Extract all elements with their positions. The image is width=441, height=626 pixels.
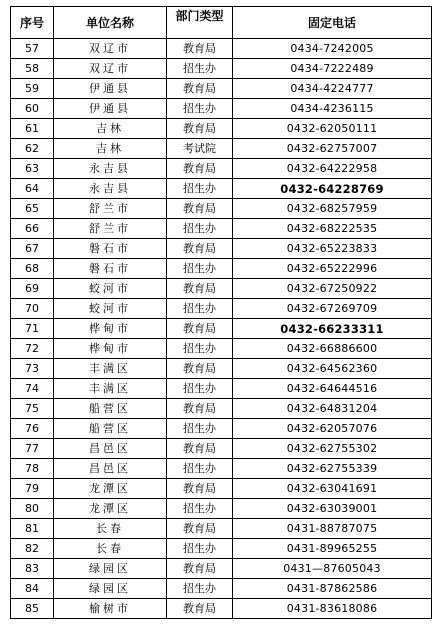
- cell-phone: 0431-83618086: [233, 599, 432, 619]
- cell-dept: 招生办: [167, 59, 233, 79]
- cell-no: 83: [11, 559, 54, 579]
- cell-unit: 昌邑区: [54, 439, 167, 459]
- cell-phone: 0432-68222535: [233, 219, 432, 239]
- cell-dept: 教育局: [167, 119, 233, 139]
- cell-unit: 绿园区: [54, 579, 167, 599]
- cell-unit: 舒兰市: [54, 219, 167, 239]
- table-row: [11, 599, 432, 619]
- table-row: [11, 559, 432, 579]
- header-dept: 部门类型: [167, 7, 233, 39]
- cell-phone: 0431-87862586: [233, 579, 432, 599]
- table-row: [11, 39, 432, 59]
- cell-no: 59: [11, 79, 54, 99]
- cell-no: 57: [11, 39, 54, 59]
- cell-no: 63: [11, 159, 54, 179]
- table-row: [11, 159, 432, 179]
- cell-no: 80: [11, 499, 54, 519]
- cell-phone: 0432-64222958: [233, 159, 432, 179]
- cell-dept: 招生办: [167, 179, 233, 199]
- cell-phone: 0432-62050111: [233, 119, 432, 139]
- cell-no: 76: [11, 419, 54, 439]
- cell-no: 73: [11, 359, 54, 379]
- cell-dept: 教育局: [167, 79, 233, 99]
- cell-dept: 招生办: [167, 539, 233, 559]
- cell-unit: 长春: [54, 519, 167, 539]
- header-no: 序号: [11, 7, 54, 39]
- cell-phone: 0432-62755302: [233, 439, 432, 459]
- cell-dept: 教育局: [167, 359, 233, 379]
- cell-dept: 招生办: [167, 419, 233, 439]
- cell-phone: 0432-66233311: [233, 319, 432, 339]
- table-row: [11, 139, 432, 159]
- table-row: [11, 299, 432, 319]
- cell-dept: 招生办: [167, 579, 233, 599]
- table-row: [11, 119, 432, 139]
- table-row: [11, 59, 432, 79]
- cell-no: 82: [11, 539, 54, 559]
- cell-no: 61: [11, 119, 54, 139]
- cell-dept: 招生办: [167, 379, 233, 399]
- cell-no: 84: [11, 579, 54, 599]
- cell-no: 67: [11, 239, 54, 259]
- cell-unit: 长春: [54, 539, 167, 559]
- header-unit: 单位名称: [54, 7, 167, 39]
- cell-dept: 招生办: [167, 99, 233, 119]
- cell-phone: 0432-64644516: [233, 379, 432, 399]
- cell-unit: 桦甸市: [54, 319, 167, 339]
- cell-phone: 0434-4236115: [233, 99, 432, 119]
- table-row: [11, 179, 432, 199]
- cell-no: 70: [11, 299, 54, 319]
- cell-phone: 0432-63039001: [233, 499, 432, 519]
- cell-no: 81: [11, 519, 54, 539]
- cell-phone: 0434-4224777: [233, 79, 432, 99]
- cell-dept: 教育局: [167, 559, 233, 579]
- cell-dept: 教育局: [167, 239, 233, 259]
- cell-dept: 教育局: [167, 519, 233, 539]
- cell-unit: 船营区: [54, 399, 167, 419]
- cell-dept: 考试院: [167, 139, 233, 159]
- cell-unit: 昌邑区: [54, 459, 167, 479]
- cell-unit: 双辽市: [54, 59, 167, 79]
- cell-unit: 磐石市: [54, 259, 167, 279]
- cell-no: 77: [11, 439, 54, 459]
- cell-phone: 0432-62755339: [233, 459, 432, 479]
- cell-dept: 招生办: [167, 499, 233, 519]
- cell-phone: 0432-64562360: [233, 359, 432, 379]
- cell-unit: 吉林: [54, 139, 167, 159]
- cell-dept: 教育局: [167, 199, 233, 219]
- cell-unit: 蛟河市: [54, 299, 167, 319]
- cell-dept: 教育局: [167, 159, 233, 179]
- cell-no: 78: [11, 459, 54, 479]
- contact-table-container: [10, 6, 431, 619]
- table-row: [11, 479, 432, 499]
- cell-no: 65: [11, 199, 54, 219]
- cell-unit: 伊通县: [54, 79, 167, 99]
- cell-phone: 0434-7242005: [233, 39, 432, 59]
- cell-unit: 桦甸市: [54, 339, 167, 359]
- header-row: [11, 7, 432, 39]
- cell-no: 68: [11, 259, 54, 279]
- cell-phone: 0432-68257959: [233, 199, 432, 219]
- table-row: [11, 239, 432, 259]
- cell-phone: 0432-64228769: [233, 179, 432, 199]
- table-row: [11, 419, 432, 439]
- cell-no: 79: [11, 479, 54, 499]
- contact-table: [10, 6, 432, 619]
- cell-unit: 磐石市: [54, 239, 167, 259]
- cell-phone: 0431—87605043: [233, 559, 432, 579]
- cell-no: 74: [11, 379, 54, 399]
- cell-dept: 招生办: [167, 339, 233, 359]
- cell-phone: 0434-7222489: [233, 59, 432, 79]
- cell-unit: 船营区: [54, 419, 167, 439]
- table-row: [11, 339, 432, 359]
- cell-unit: 丰满区: [54, 379, 167, 399]
- cell-phone: 0432-67250922: [233, 279, 432, 299]
- cell-unit: 吉林: [54, 119, 167, 139]
- header-phone: 固定电话: [233, 7, 432, 39]
- cell-dept: 教育局: [167, 479, 233, 499]
- table-body: [11, 39, 432, 619]
- cell-unit: 永吉县: [54, 179, 167, 199]
- cell-unit: 绿园区: [54, 559, 167, 579]
- cell-dept: 教育局: [167, 599, 233, 619]
- cell-dept: 招生办: [167, 299, 233, 319]
- table-row: [11, 439, 432, 459]
- table-row: [11, 519, 432, 539]
- cell-phone: 0432-63041691: [233, 479, 432, 499]
- table-row: [11, 279, 432, 299]
- table-row: [11, 459, 432, 479]
- cell-no: 75: [11, 399, 54, 419]
- cell-phone: 0432-65223833: [233, 239, 432, 259]
- table-row: [11, 539, 432, 559]
- cell-unit: 丰满区: [54, 359, 167, 379]
- cell-unit: 舒兰市: [54, 199, 167, 219]
- table-row: [11, 79, 432, 99]
- cell-no: 60: [11, 99, 54, 119]
- cell-phone: 0432-66886600: [233, 339, 432, 359]
- cell-unit: 榆树市: [54, 599, 167, 619]
- table-row: [11, 259, 432, 279]
- cell-unit: 双辽市: [54, 39, 167, 59]
- table-row: [11, 99, 432, 119]
- cell-no: 66: [11, 219, 54, 239]
- cell-dept: 教育局: [167, 399, 233, 419]
- table-row: [11, 579, 432, 599]
- cell-unit: 永吉县: [54, 159, 167, 179]
- cell-phone: 0432-67269709: [233, 299, 432, 319]
- table-row: [11, 199, 432, 219]
- cell-no: 85: [11, 599, 54, 619]
- cell-phone: 0432-65222996: [233, 259, 432, 279]
- cell-no: 69: [11, 279, 54, 299]
- cell-phone: 0431-89965255: [233, 539, 432, 559]
- cell-unit: 龙潭区: [54, 499, 167, 519]
- cell-dept: 教育局: [167, 279, 233, 299]
- cell-dept: 教育局: [167, 439, 233, 459]
- table-row: [11, 319, 432, 339]
- cell-unit: 龙潭区: [54, 479, 167, 499]
- cell-phone: 0431-88787075: [233, 519, 432, 539]
- table-row: [11, 359, 432, 379]
- cell-unit: 蛟河市: [54, 279, 167, 299]
- table-row: [11, 379, 432, 399]
- cell-phone: 0432-64831204: [233, 399, 432, 419]
- cell-dept: 招生办: [167, 219, 233, 239]
- table-row: [11, 219, 432, 239]
- table-row: [11, 499, 432, 519]
- cell-dept: 教育局: [167, 319, 233, 339]
- cell-dept: 教育局: [167, 39, 233, 59]
- cell-no: 72: [11, 339, 54, 359]
- cell-no: 62: [11, 139, 54, 159]
- cell-no: 58: [11, 59, 54, 79]
- cell-phone: 0432-62757007: [233, 139, 432, 159]
- cell-no: 71: [11, 319, 54, 339]
- table-row: [11, 399, 432, 419]
- cell-dept: 招生办: [167, 259, 233, 279]
- cell-phone: 0432-62057076: [233, 419, 432, 439]
- cell-unit: 伊通县: [54, 99, 167, 119]
- cell-dept: 招生办: [167, 459, 233, 479]
- cell-no: 64: [11, 179, 54, 199]
